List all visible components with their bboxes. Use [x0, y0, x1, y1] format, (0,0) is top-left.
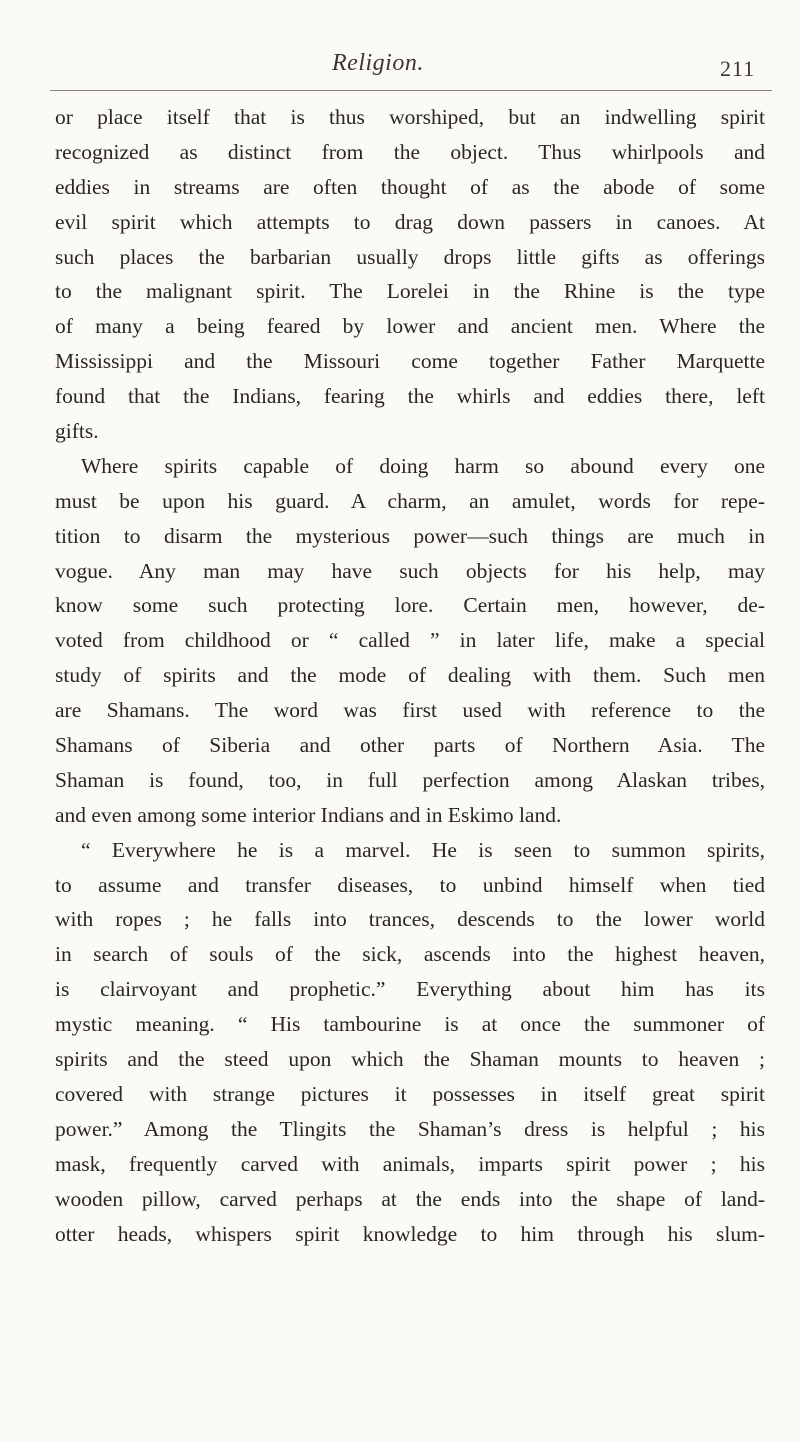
text-line: tition to disarm the mysterious power—such things are much in: [55, 523, 765, 548]
text-line: in search of souls of the sick, ascends into the highest heaven,: [55, 942, 765, 967]
text-line: found that the Indians, fearing the whirls and eddies there, left: [55, 384, 765, 409]
text-line: otter heads, whispers spirit knowledge to him through his slum-: [55, 1221, 765, 1246]
text-line: spirits and the steed upon which the Shaman mounts to heaven ;: [55, 1047, 765, 1072]
text-line: Shaman is found, too, in full perfection among Alaskan tribes,: [55, 767, 765, 792]
text-line: must be upon his guard. A charm, an amulet, words for repe-: [55, 488, 765, 513]
text-line: covered with strange pictures it possesses in itself great spirit: [55, 1081, 765, 1106]
text-line: Mississippi and the Missouri come together Father Marquette: [55, 349, 765, 374]
text-line: recognized as distinct from the object. Thus whirlpools and: [55, 139, 765, 164]
running-title: Religion.: [332, 50, 424, 76]
text-line: mask, frequently carved with animals, imparts spirit power ; his: [55, 1151, 765, 1176]
text-line: such places the barbarian usually drops little gifts as offerings: [55, 244, 765, 269]
running-head: [0, 42, 800, 82]
text-line: voted from childhood or “ called ” in later life, make a special: [55, 628, 765, 653]
text-line: Where spirits capable of doing harm so abound every one: [81, 453, 765, 478]
text-line: of many a being feared by lower and ancient men. Where the: [55, 314, 765, 339]
text-line: know some such protecting lore. Certain men, however, de-: [55, 593, 765, 618]
text-line: or place itself that is thus worshiped, but an indwelling spirit: [55, 105, 765, 129]
body-text: [55, 100, 765, 1251]
text-line: are Shamans. The word was first used with reference to the: [55, 698, 765, 723]
text-line: vogue. Any man may have such objects for his help, may: [55, 558, 765, 583]
text-line: to the malignant spirit. The Lorelei in the Rhine is the type: [55, 279, 765, 304]
text-line: is clairvoyant and prophetic.” Everything about him has its: [55, 977, 765, 1002]
text-line: gifts.: [55, 419, 99, 444]
text-line: study of spirits and the mode of dealing with them. Such men: [55, 663, 765, 688]
text-line: evil spirit which attempts to drag down passers in canoes. At: [55, 209, 765, 234]
text-line: eddies in streams are often thought of as the abode of some: [55, 174, 765, 199]
text-line: and even among some interior Indians and in Eskimo land.: [55, 802, 562, 827]
text-line: with ropes ; he falls into trances, descends to the lower world: [55, 907, 765, 932]
text-line: wooden pillow, carved perhaps at the ends into the shape of land-: [55, 1186, 765, 1211]
text-line: Shamans of Siberia and other parts of Northern Asia. The: [55, 733, 765, 758]
text-line: mystic meaning. “ His tambourine is at once the summoner of: [55, 1012, 765, 1037]
header-rule: [50, 90, 772, 91]
text-line: to assume and transfer diseases, to unbind himself when tied: [55, 872, 765, 897]
text-line: “ Everywhere he is a marvel. He is seen to summon spirits,: [81, 837, 765, 862]
page-number: 211: [720, 56, 756, 81]
text-line: power.” Among the Tlingits the Shaman’s dress is helpful ; his: [55, 1116, 765, 1141]
